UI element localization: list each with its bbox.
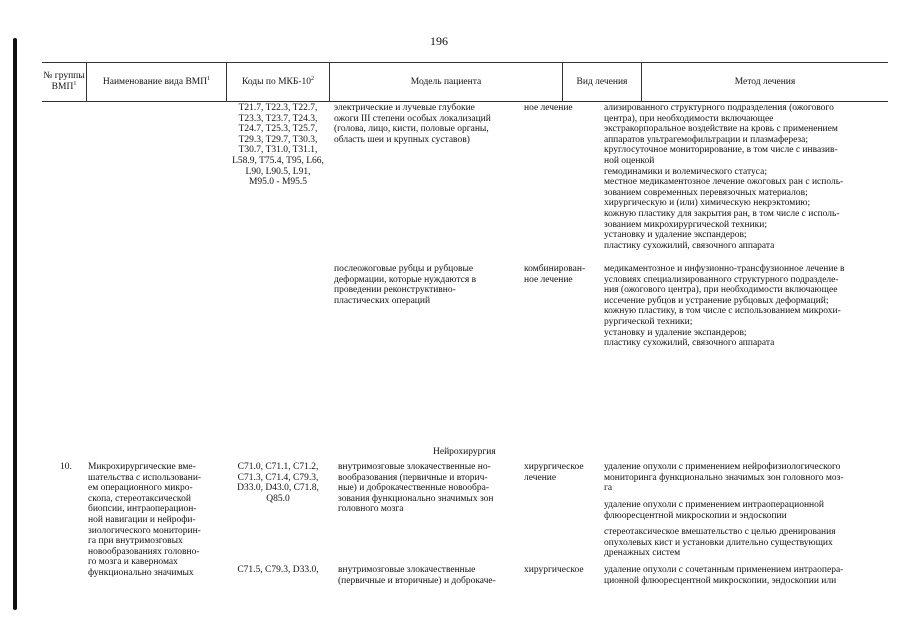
table-header [42,62,888,102]
icd-codes-cell: C71.0, C71.1, C71.2, C71.3, C71.4, C79.3, D33.0, D43.0, C71.8, Q85.0 [237,462,319,504]
patient-model-cell: послеожоговые рубцы и рубцовые деформации, которые нуждаются в проведении реконструктивно- пластических операций [334,264,477,306]
header-patient-model: Модель пациента [410,76,482,87]
page-edge-bar [13,38,17,610]
treatment-method-cell: медикаментозное и инфузионно-трансфузионное лечение в условиях специализированного структурного подразделе- ния (ожогового центра), при необходимости включающее иссечение рубцов и устранение рубцовых деформаций; кожную пластику, в том числе с использованием микрохи- рургической техники; установку и удаление экспандеров; пластику сухожилий, связочного аппарата [604,264,845,349]
vmp-name-cell: Микрохирургические вме- шательства с использовани- ем операционного микро- скопа, стереотаксической биопсии, интраоперацион- ной навигации и нейрофи- зиологического мониторин- га при внутримозговых новообразованиях головно- го мозга и каверномах функционально значимых [88,462,202,578]
header-icd-codes: Коды по МКБ-$10^2$ [241,75,315,87]
icd-codes-cell: C71.5, C79.3, D33.0, [237,565,319,575]
treatment-method-item: удаление опухоли с применением нейрофизиологического мониторинга функционально значимых зон головного моз- га [604,462,844,494]
patient-model-cell: электрические и лучевые глубокие ожоги III степени особых локализаций (голова, лицо, кисти, половые органы, область шеи и крупных суставов) [334,103,491,145]
header-vmp-name: Наименование вида ВМП$^1$ [102,75,211,87]
patient-model-cell: внутримозговые злокачественные (первичные и вторичные) и доброкаче- [338,565,496,586]
icd-codes-cell: T21.7, T22.3, T22.7, T23.3, T23.7, T24.3, T24.7, T25.3, T25.7, T29.3, T29.7, T30.3, T30.7, T31.0, T31.1, L58.9, T75.4, T95, L66, L90, L90.5, L91, M95.0 - M95.5 [232,103,324,188]
treatment-type-cell: комбинирован- ное лечение [524,264,586,285]
treatment-type-cell: хирургическое лечение [524,462,584,483]
page-number: 196 [430,34,448,48]
treatment-method-item: удаление опухоли с применением интраоперационной флюоресцентной микроскопии и эндоскопии [604,500,824,521]
treatment-type-cell: ное лечение [524,103,573,113]
header-treatment-type: Вид лечения [576,76,628,87]
section-title: Нейрохирургия [433,447,496,457]
header-group-number: № группы ВМП$^1$ [43,71,85,92]
patient-model-cell: внутримозговые злокачественные но- вообразования (первичные и вторич- ные) и доброкачественные новообра- зования функционально значимых зон головного мозга [338,462,494,515]
group-number-cell: 10. [60,462,72,472]
treatment-method-cell: удаление опухоли с сочетанным применением интраопера- ционной флюоресцентной микроскопии, эндоскопии или [604,565,844,586]
treatment-method-item: стереотаксическое вмешательство с целью дренирования опухолевых кист и установки длительно существующих дренажных систем [604,527,836,559]
header-treatment-method: Метод лечения [734,76,796,87]
treatment-type-cell: хирургическое [524,565,584,575]
treatment-method-cell: ализированного структурного подразделения (ожогового центра), при необходимости включающее экстракорпоральное воздействие на кровь с применением аппаратов ультрагемофильтрации и плазмафереза; круглосуточное мониторирование, в том числе с инвазив- ной оценкой гемодинамики и волемического статуса; местное медикаментозное лечение ожоговых ран с исполь- зованием современных перевязочных материалов; хирургическую и (или) химическую некрэктомию; кожную пластику для закрытия ран, в том числе с исполь- зованием микрохирургической техники; установку и удаление экспандеров; пластику сухожилий, связочного аппарата [604,103,844,251]
